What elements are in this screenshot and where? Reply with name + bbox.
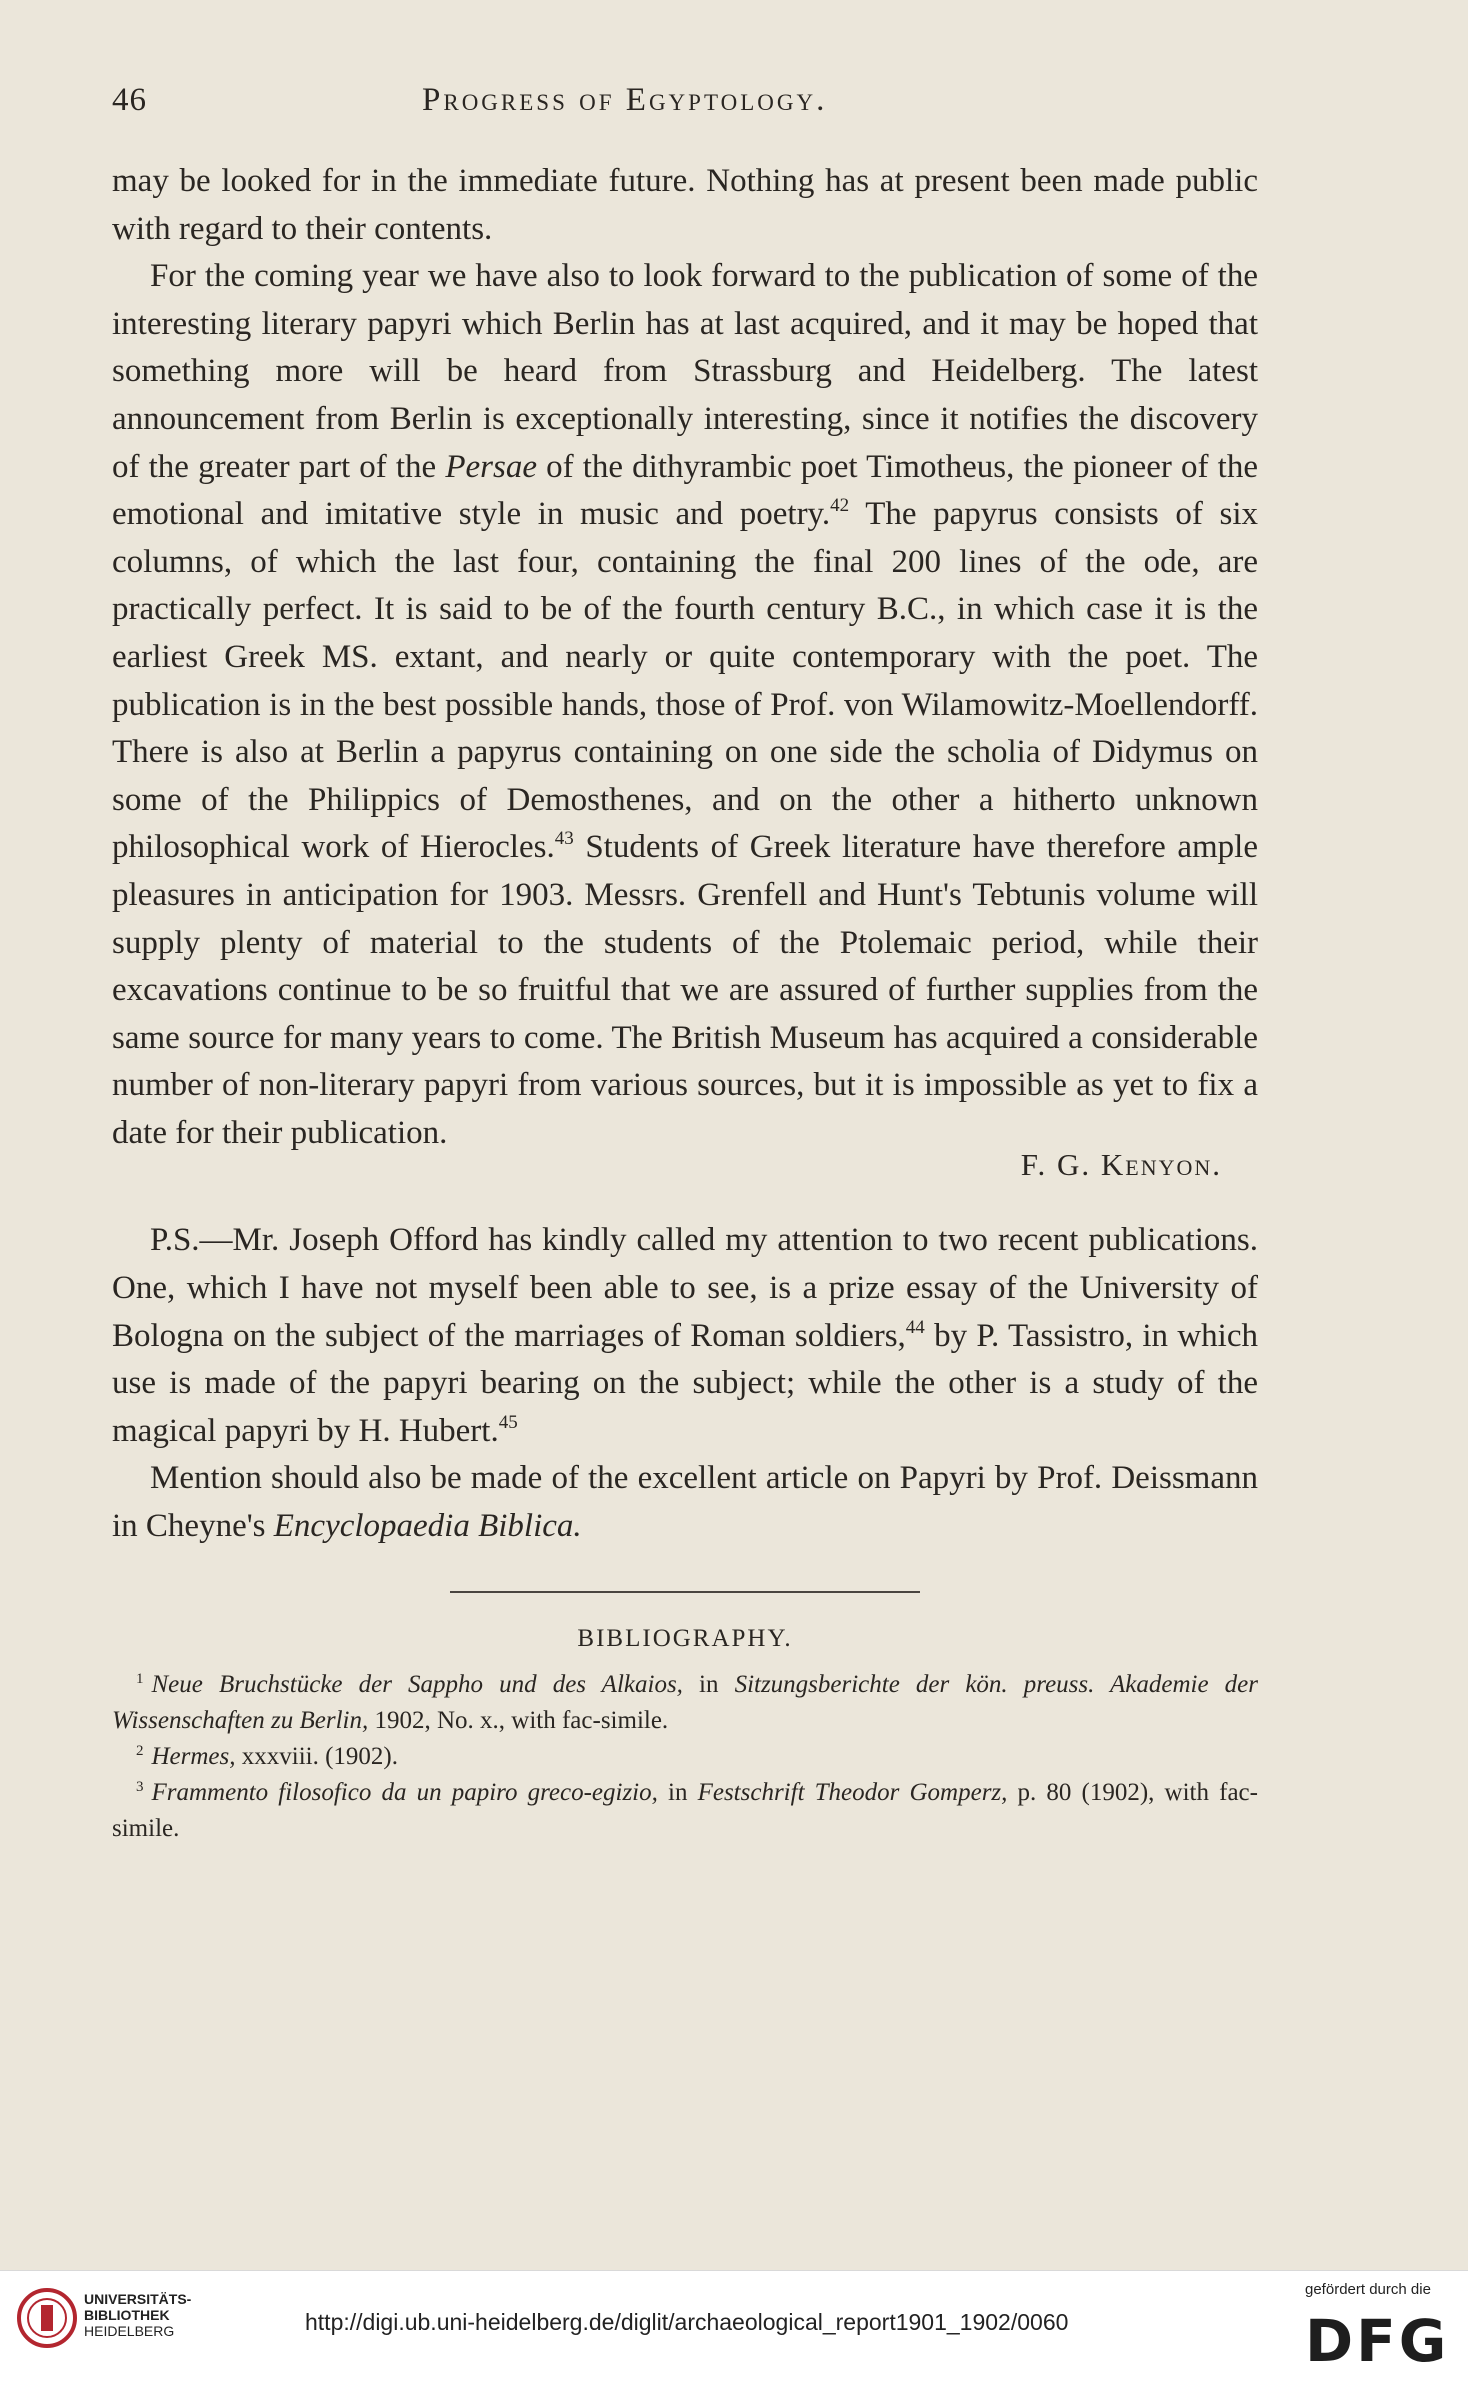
bibliography-list — [112, 1667, 1258, 1847]
text-run: Hermes, — [151, 1742, 236, 1770]
footnote-ref: 43 — [554, 828, 574, 850]
entry-number: 2 — [136, 1742, 144, 1759]
entry-number: 1 — [136, 1670, 144, 1687]
postscript — [112, 1217, 1258, 1550]
paragraph — [112, 1455, 1258, 1550]
text-run: Students of Greek literature have therefore ample pleasures in anticipation for 1903. Messrs. Grenfell and Hunt's Tebtunis volume will supply plenty of material to the students of the Ptolemaic period, while their excavations continue to be so fruitful that we are assured of further supplies from the same source for many years to come. The British Museum has acquired a considerable number of non-literary papyri from various sources, but it is impossible as yet to fix a date for their publication. — [112, 829, 1258, 1151]
text-run: Festschrift Theodor Gomperz, — [697, 1778, 1008, 1806]
text-run: Frammento filosofico da un papiro greco-egizio, — [151, 1778, 658, 1806]
text-run: The papyrus consists of six columns, of which the last four, containing the final 200 lines of the ode, are practically perfect. It is said to be of the fourth century B.C., in which case it is the earliest Greek MS. extant, and nearly or quite contemporary with the poet. The publication is in the best possible hands, those of Prof. von Wilamowitz-Moellendorff. There is also at Berlin a papyrus containing on one side the scholia of Didymus on some of the Philippics of Demosthenes, and on the other a hitherto unknown philosophical work of Hierocles. — [112, 496, 1258, 866]
entry-number: 3 — [136, 1778, 144, 1795]
paragraph — [112, 158, 1258, 253]
text-run: Neue Bruchstücke der Sappho und des Alkaios, — [151, 1670, 683, 1698]
bibliography-entry — [112, 1667, 1258, 1739]
author-signature: F. G. Kenyon. — [1020, 1147, 1222, 1183]
text-run: p. 80 (1902), with fac-simile. — [112, 1778, 1258, 1842]
digitization-footer — [0, 2270, 1468, 2381]
running-title: Progress of Egyptology. — [422, 82, 828, 118]
text-run: in — [682, 1670, 735, 1698]
text-run: may be looked for in the immediate future. Nothing has at present been made public with regard to their contents. — [112, 163, 1258, 247]
text-run: xxxviii. (1902). — [235, 1742, 399, 1770]
footnote-ref: 42 — [830, 495, 850, 517]
text-run: 1902, No. x., with fac-simile. — [368, 1706, 669, 1734]
footnote-ref: 45 — [498, 1411, 518, 1433]
paragraph — [112, 1217, 1258, 1455]
section-divider — [450, 1591, 920, 1593]
library-name: UNIVERSITÄTS- BIBLIOTHEK HEIDELBERG — [84, 2291, 192, 2339]
text-run: of the dithyrambic poet Timotheus, the pioneer of the emotional and imitative style in music and poetry. — [112, 448, 1258, 533]
bibliography-title: BIBLIOGRAPHY. — [577, 1624, 793, 1652]
text-run: P.S.—Mr. Joseph Offord has kindly called my attention to two recent publications. One, which I have not myself been able to see, is a prize essay of the University of Bologna on the subject of the marriages of Roman soldiers, — [112, 1222, 1258, 1354]
text-run: in — [657, 1778, 698, 1806]
text-run: Persae — [445, 448, 537, 485]
library-seal-icon — [16, 2287, 78, 2349]
funding-caption: gefördert durch die — [1305, 2281, 1431, 2298]
bibliography-entry — [112, 1739, 1258, 1775]
text-run: Mention should also be made of the excellent article on Papyri by Prof. Deissmann in Cheyne's — [112, 1460, 1258, 1545]
footnote-ref: 44 — [905, 1316, 925, 1338]
dfg-logo: DFG — [1305, 2307, 1450, 2375]
text-run: For the coming year we have also to look forward to the publication of some of the interesting literary papyri which Berlin has at last acquired, and it may be hoped that something more will be heard from Strassburg and Heidelberg. The latest announcement from Berlin is exceptionally interesting, since it notifies the discovery of the greater part of the — [112, 258, 1258, 485]
text-run: by P. Tassistro, in which use is made of the papyri bearing on the subject; while the other is a study of the magical papyri by H. Hubert. — [112, 1317, 1258, 1449]
page-number: 46 — [112, 82, 147, 118]
main-text — [112, 158, 1258, 1157]
bibliography-entry — [112, 1775, 1258, 1847]
bibliography — [112, 1625, 1258, 1847]
permalink-url[interactable]: http://digi.ub.uni-heidelberg.de/diglit/archaeological_report1901_1902/0060 — [305, 2309, 1069, 2335]
article-body — [112, 158, 1258, 1551]
text-run: Encyclopaedia Biblica. — [273, 1508, 582, 1545]
paragraph — [112, 253, 1258, 1157]
page-header — [112, 82, 1258, 138]
text-run: Sitzungsberichte der kön. preuss. Akademie der Wissenschaften zu Berlin, — [112, 1670, 1258, 1734]
